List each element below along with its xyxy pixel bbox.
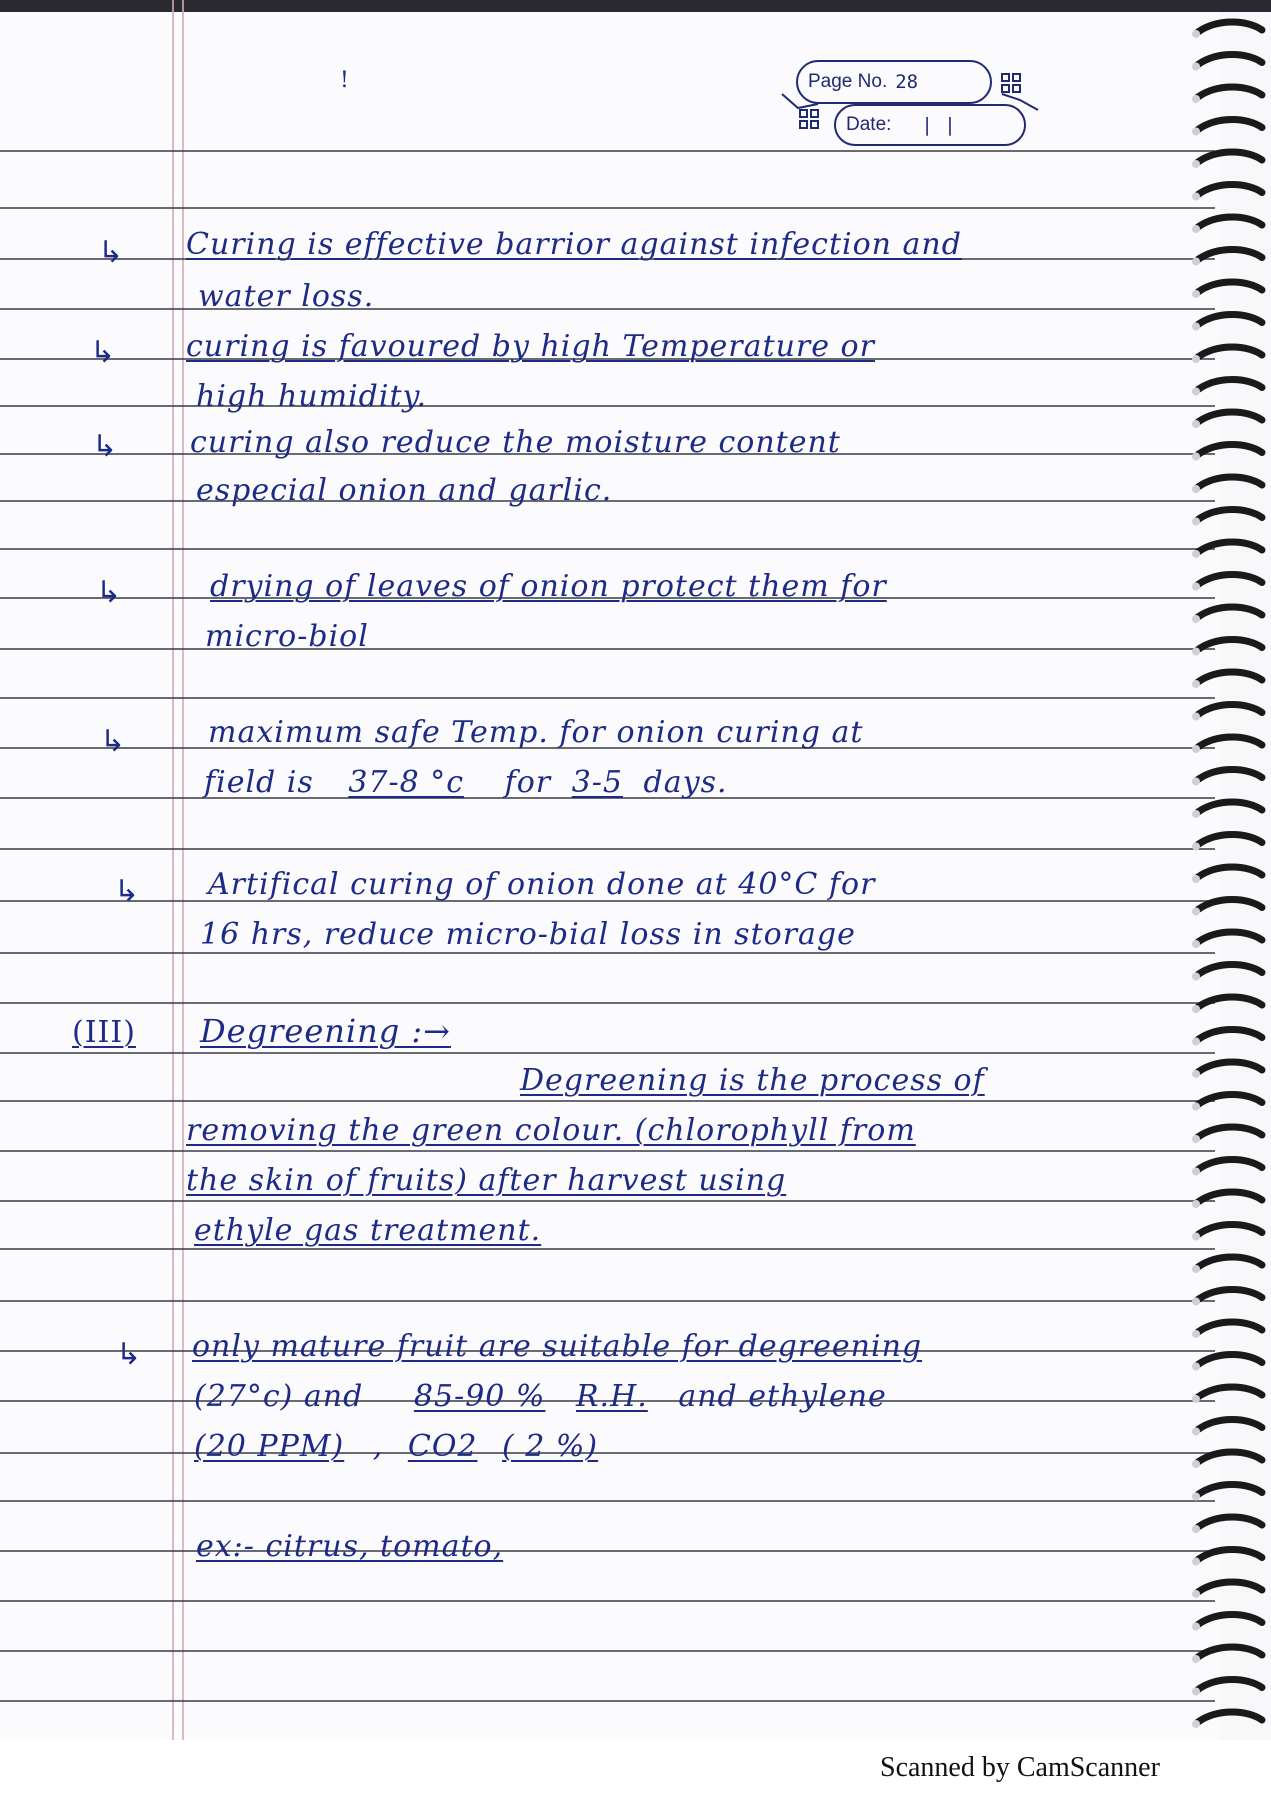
ruled-line [0,1248,1215,1250]
spiral-coil [1198,250,1262,260]
spiral-hole [1192,160,1200,168]
spiral-coil [1198,542,1262,552]
spiral-coil [1198,770,1262,780]
ruled-line [0,697,1215,699]
spiral-coil [1198,607,1262,617]
note-text: , [372,1429,384,1464]
spiral-coil [1198,1192,1262,1202]
spiral-hole [1192,30,1200,38]
margin-line-right [182,0,184,1740]
header-swoosh-icon [1000,92,1040,112]
page-no-label: Page No. [808,71,888,92]
arrow-bullet-icon: ↳ [100,724,126,759]
date-value: | | [921,114,956,136]
spiral-hole [1192,680,1200,688]
spiral-hole [1192,290,1200,298]
spiral-hole [1192,225,1200,233]
spiral-hole [1192,258,1200,266]
note-line: high humidity. [196,379,428,414]
ruled-line [0,1452,1215,1454]
ruled-line [0,1150,1215,1152]
spiral-coil [1198,1062,1262,1072]
spiral-hole [1192,355,1200,363]
note-co2: CO2 [407,1429,478,1464]
spiral-coil [1198,282,1262,292]
spiral-coil [1198,1257,1262,1267]
spiral-hole [1192,63,1200,71]
section-title: Degreening :→ [200,1012,451,1050]
spiral-hole [1192,1395,1200,1403]
spiral-coil [1198,185,1262,195]
arrow-bullet-icon: ↳ [116,1337,142,1372]
page-number-box [796,60,992,104]
spiral-coil [1198,380,1262,390]
note-temp: 37-8 °c [348,765,465,800]
spiral-coil [1198,412,1262,422]
spiral-hole [1192,1428,1200,1436]
spiral-coil [1198,120,1262,130]
spiral-coil [1198,1160,1262,1170]
note-text: days. [643,765,728,800]
spiral-coil [1198,1680,1262,1690]
spiral-hole [1192,875,1200,883]
spiral-hole [1192,1493,1200,1501]
note-text: for [504,765,552,800]
note-line: curing is favoured by high Temperature or [186,329,875,364]
ruled-line [0,1002,1215,1004]
arrow-bullet-icon: ↳ [114,874,140,909]
spiral-coil [1198,1517,1262,1527]
date-label: Date: [846,114,892,135]
spiral-coil [1198,1387,1262,1397]
spiral-hole [1192,550,1200,558]
spiral-coil [1198,575,1262,585]
spiral-hole [1192,940,1200,948]
spiral-coil [1198,867,1262,877]
spiral-hole [1192,95,1200,103]
note-line: 16 hrs, reduce micro-bial loss in storage [200,917,856,952]
spiral-coil [1198,965,1262,975]
arrow-bullet-icon: ↳ [96,575,122,610]
spiral-hole [1192,1038,1200,1046]
ruled-line [0,1550,1215,1552]
spiral-hole [1192,1135,1200,1143]
spiral-hole [1192,908,1200,916]
stray-mark: ! [340,68,350,93]
spiral-hole [1192,843,1200,851]
ruled-line [0,1300,1215,1302]
spiral-hole [1192,778,1200,786]
ruled-line [0,952,1215,954]
spiral-hole [1192,453,1200,461]
note-line: maximum safe Temp. for onion curing at [208,715,864,750]
spiral-hole [1192,745,1200,753]
note-line: curing also reduce the moisture content [190,425,841,460]
spiral-hole [1192,1200,1200,1208]
note-co2-value: ( 2 %) [502,1429,599,1464]
scanner-watermark: Scanned by CamScanner [880,1752,1160,1783]
spiral-hole [1192,1688,1200,1696]
spiral-coil [1198,737,1262,747]
note-line: only mature fruit are suitable for degreening [192,1329,923,1364]
spiral-coil [1198,152,1262,162]
ruled-line [0,207,1215,209]
note-ppm: (20 PPM) [194,1429,345,1464]
note-line: drying of leaves of onion protect them for [210,569,887,604]
spiral-hole [1192,810,1200,818]
date-box [834,104,1026,146]
spiral-hole [1192,1298,1200,1306]
spiral-hole [1192,1265,1200,1273]
ruled-line [0,1200,1215,1202]
spiral-hole [1192,583,1200,591]
spiral-hole [1192,1623,1200,1631]
spiral-hole [1192,420,1200,428]
spiral-coil [1198,1420,1262,1430]
note-line [194,1430,598,1464]
spiral-hole [1192,518,1200,526]
note-line: water loss. [198,279,375,314]
note-line: ethyle gas treatment. [194,1213,542,1248]
ruled-line [0,1500,1215,1502]
spiral-coil [1198,1615,1262,1625]
spiral-hole [1192,128,1200,136]
spiral-hole [1192,323,1200,331]
ruled-line [0,648,1215,650]
spiral-coil [1198,445,1262,455]
note-line: especial onion and garlic. [196,473,613,508]
spiral-coil [1198,1550,1262,1560]
grid-ornament-icon [1000,72,1022,94]
header-swoosh-icon [780,92,820,112]
arrow-bullet-icon: ↳ [92,429,118,464]
spiral-coil [1198,1322,1262,1332]
spiral-hole [1192,1233,1200,1241]
spiral-coil [1198,1582,1262,1592]
top-edge-shadow [0,0,1271,12]
spiral-coil [1198,1095,1262,1105]
spiral-coil [1198,347,1262,357]
spiral-hole [1192,193,1200,201]
spiral-hole [1192,1558,1200,1566]
spiral-coil [1198,997,1262,1007]
spiral-coil [1198,1127,1262,1137]
note-days: 3-5 [571,765,623,800]
spiral-coil [1198,87,1262,97]
spiral-coil [1198,802,1262,812]
spiral-coil [1198,55,1262,65]
spiral-hole [1192,388,1200,396]
spiral-hole [1192,1103,1200,1111]
ruled-line [0,1052,1215,1054]
spiral-hole [1192,1460,1200,1468]
spiral-coil [1198,1712,1262,1722]
margin-line-left [172,0,174,1740]
spiral-coil [1198,1030,1262,1040]
page-no-value: 28 [895,71,919,93]
spiral-coil [1198,1647,1262,1657]
ruled-line [0,150,1215,152]
note-line [194,1380,887,1414]
spiral-hole [1192,1720,1200,1728]
ruled-line [0,548,1215,550]
spiral-coil [1198,22,1262,32]
note-text: (27°c) and [194,1379,364,1414]
spiral-hole [1192,485,1200,493]
arrow-bullet-icon: ↳ [90,335,116,370]
spiral-hole [1192,1525,1200,1533]
spiral-coil [1198,900,1262,910]
spiral-hole [1192,648,1200,656]
spiral-coil [1198,1355,1262,1365]
note-text: field is [204,765,314,800]
ruled-line [0,405,1215,407]
spiral-hole [1192,615,1200,623]
spiral-coil [1198,217,1262,227]
spiral-coil [1198,1452,1262,1462]
note-line: Degreening is the process of [520,1063,985,1098]
spiral-coil [1198,1290,1262,1300]
note-line: the skin of fruits) after harvest using [186,1163,787,1198]
spiral-coil [1198,1225,1262,1235]
spiral-coil [1198,672,1262,682]
spiral-hole [1192,1168,1200,1176]
spiral-coil [1198,315,1262,325]
ruled-line [0,1700,1215,1702]
note-line [204,766,728,800]
spiral-coil [1198,932,1262,942]
note-text: and ethylene [678,1379,887,1414]
note-line: micro-biol [205,619,369,654]
spiral-hole [1192,1005,1200,1013]
note-rh-label: R.H. [575,1379,648,1414]
note-line: ex:- citrus, tomato, [196,1529,504,1564]
ruled-line [0,308,1215,310]
section-marker: (III) [72,1015,136,1050]
note-line: Artifical curing of onion done at 40°C for [208,867,876,902]
ruled-line [0,1650,1215,1652]
ruled-line [0,848,1215,850]
spiral-hole [1192,1590,1200,1598]
spiral-coil [1198,477,1262,487]
spiral-coil [1198,1485,1262,1495]
spiral-hole [1192,713,1200,721]
ruled-line [0,1100,1215,1102]
spiral-coil [1198,510,1262,520]
spiral-hole [1192,973,1200,981]
spiral-binding [1188,0,1271,1740]
spiral-coil [1198,640,1262,650]
ruled-line [0,1600,1215,1602]
spiral-hole [1192,1363,1200,1371]
spiral-coil [1198,705,1262,715]
note-line: Curing is effective barrior against infection and [186,227,962,262]
spiral-hole [1192,1655,1200,1663]
note-rh-value: 85-90 % [413,1379,546,1414]
spiral-hole [1192,1070,1200,1078]
spiral-coil [1198,835,1262,845]
note-line: removing the green colour. (chlorophyll from [186,1113,916,1148]
arrow-bullet-icon: ↳ [98,235,124,270]
spiral-hole [1192,1330,1200,1338]
